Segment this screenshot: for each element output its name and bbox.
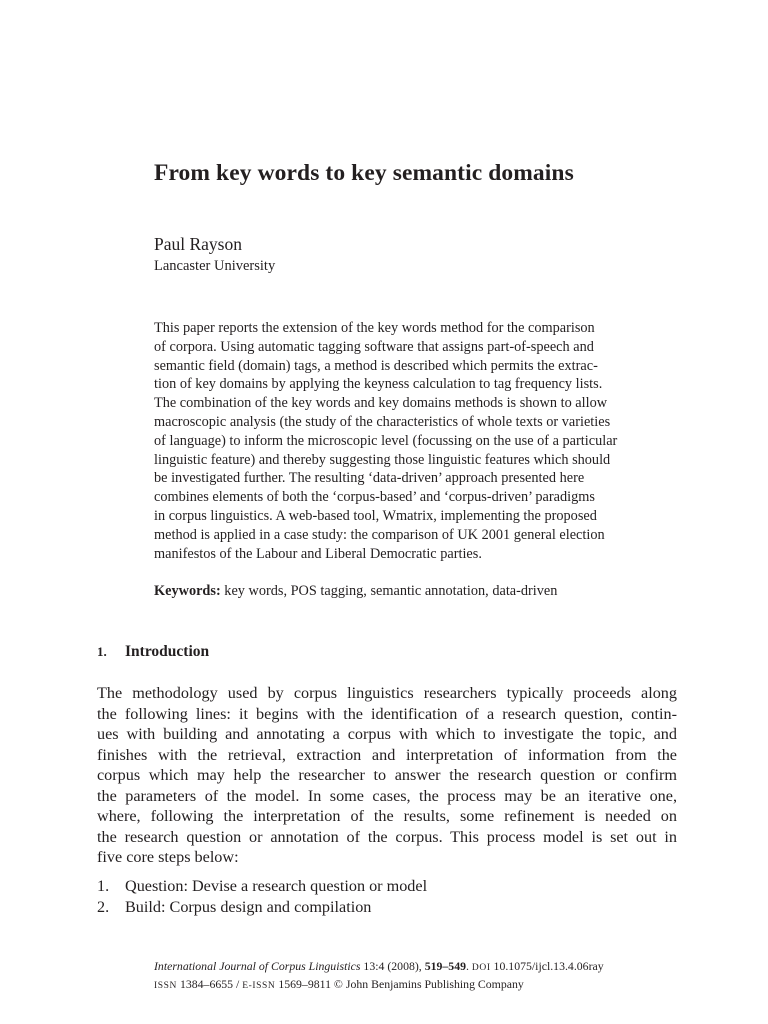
section-number: 1. [97, 644, 107, 659]
keywords [154, 583, 557, 600]
abstract-line: manifestos of the Labour and Liberal Democratic parties. [154, 545, 482, 562]
body-line: five core steps below: [97, 848, 239, 866]
keywords-label: Keywords: [154, 583, 221, 599]
abstract-line: tion of key domains by applying the keyness calculation to tag frequency lists. [154, 376, 603, 393]
abstract-line: be investigated further. The resulting ‘data-driven’ approach presented here [154, 470, 585, 487]
author-affiliation: Lancaster University [154, 258, 276, 274]
body-line: the research question or annotation of the corpus. This process model is set out in [97, 827, 677, 846]
step-number: 2. [97, 897, 110, 916]
page-range: 519–549 [424, 959, 466, 973]
body-line: the following lines: it begins with the identification of a research question, contin- [97, 704, 677, 723]
author-name: Paul Rayson [154, 234, 242, 254]
paper-title: From key words to key semantic domains [154, 160, 574, 186]
journal-volume: 13:4 (2008), [360, 959, 425, 973]
abstract [154, 319, 674, 563]
journal-name: International Journal of Corpus Linguistics [154, 959, 361, 973]
step-number: 1. [97, 877, 110, 895]
step-text: Build: Corpus design and compilation [125, 897, 372, 916]
eissn-value: 1569–9811 © John Benjamins Publishing Company [275, 977, 524, 991]
abstract-line: method is applied in a case study: the comparison of UK 2001 general election [154, 526, 605, 543]
footer-citation [154, 958, 604, 994]
keywords-text: key words, POS tagging, semantic annotation, data-driven [220, 583, 558, 599]
doi-label: DOI [471, 963, 491, 973]
step-text: Question: Devise a research question or model [125, 877, 428, 895]
section-heading [97, 643, 209, 661]
issn-label: ISSN [154, 981, 177, 991]
footer-line-2 [154, 976, 604, 994]
doi-value: 10.1075/ijcl.13.4.06ray [490, 959, 604, 973]
section-title: Introduction [125, 643, 210, 660]
body-line: ues with building and annotating a corpus with which to investigate the topic, and [97, 725, 677, 743]
body-line: the parameters of the model. In some cases, the process may be an iterative one, [97, 786, 677, 805]
abstract-line: macroscopic analysis (the study of the characteristics of whole texts or varieties [154, 413, 611, 430]
abstract-line: combines elements of both the ‘corpus-based’ and ‘corpus-driven’ paradigms [154, 489, 595, 506]
list-item [97, 897, 427, 918]
abstract-line: of corpora. Using automatic tagging software that assigns part-of-speech and [154, 338, 594, 355]
abstract-line: semantic field (domain) tags, a method is described which permits the extrac- [154, 357, 598, 374]
issn-value: 1384–6655 / [177, 977, 243, 991]
abstract-line: of language) to inform the microscopic level (focussing on the use of a particular [154, 432, 618, 449]
abstract-line: in corpus linguistics. A web-based tool, Wmatrix, implementing the proposed [154, 507, 597, 524]
abstract-line: linguistic feature) and thereby suggesting those linguistic features which should [154, 451, 611, 468]
eissn-label: E-ISSN [242, 981, 276, 991]
doi-separator: . [466, 959, 472, 973]
abstract-line: The combination of the key words and key domains methods is shown to allow [154, 395, 608, 412]
body-paragraph [97, 683, 677, 868]
footer-line-1 [154, 958, 604, 976]
body-line: The methodology used by corpus linguistics researchers typically proceeds along [97, 684, 677, 702]
steps-list [97, 876, 427, 917]
abstract-line: This paper reports the extension of the key words method for the comparison [154, 320, 595, 336]
body-line: corpus which may help the researcher to answer the research question or confirm [97, 766, 677, 784]
body-line: finishes with the retrieval, extraction and interpretation of information from the [97, 745, 677, 764]
list-item [97, 876, 427, 897]
body-line: where, following the interpretation of the results, some refinement is needed on [97, 807, 677, 825]
